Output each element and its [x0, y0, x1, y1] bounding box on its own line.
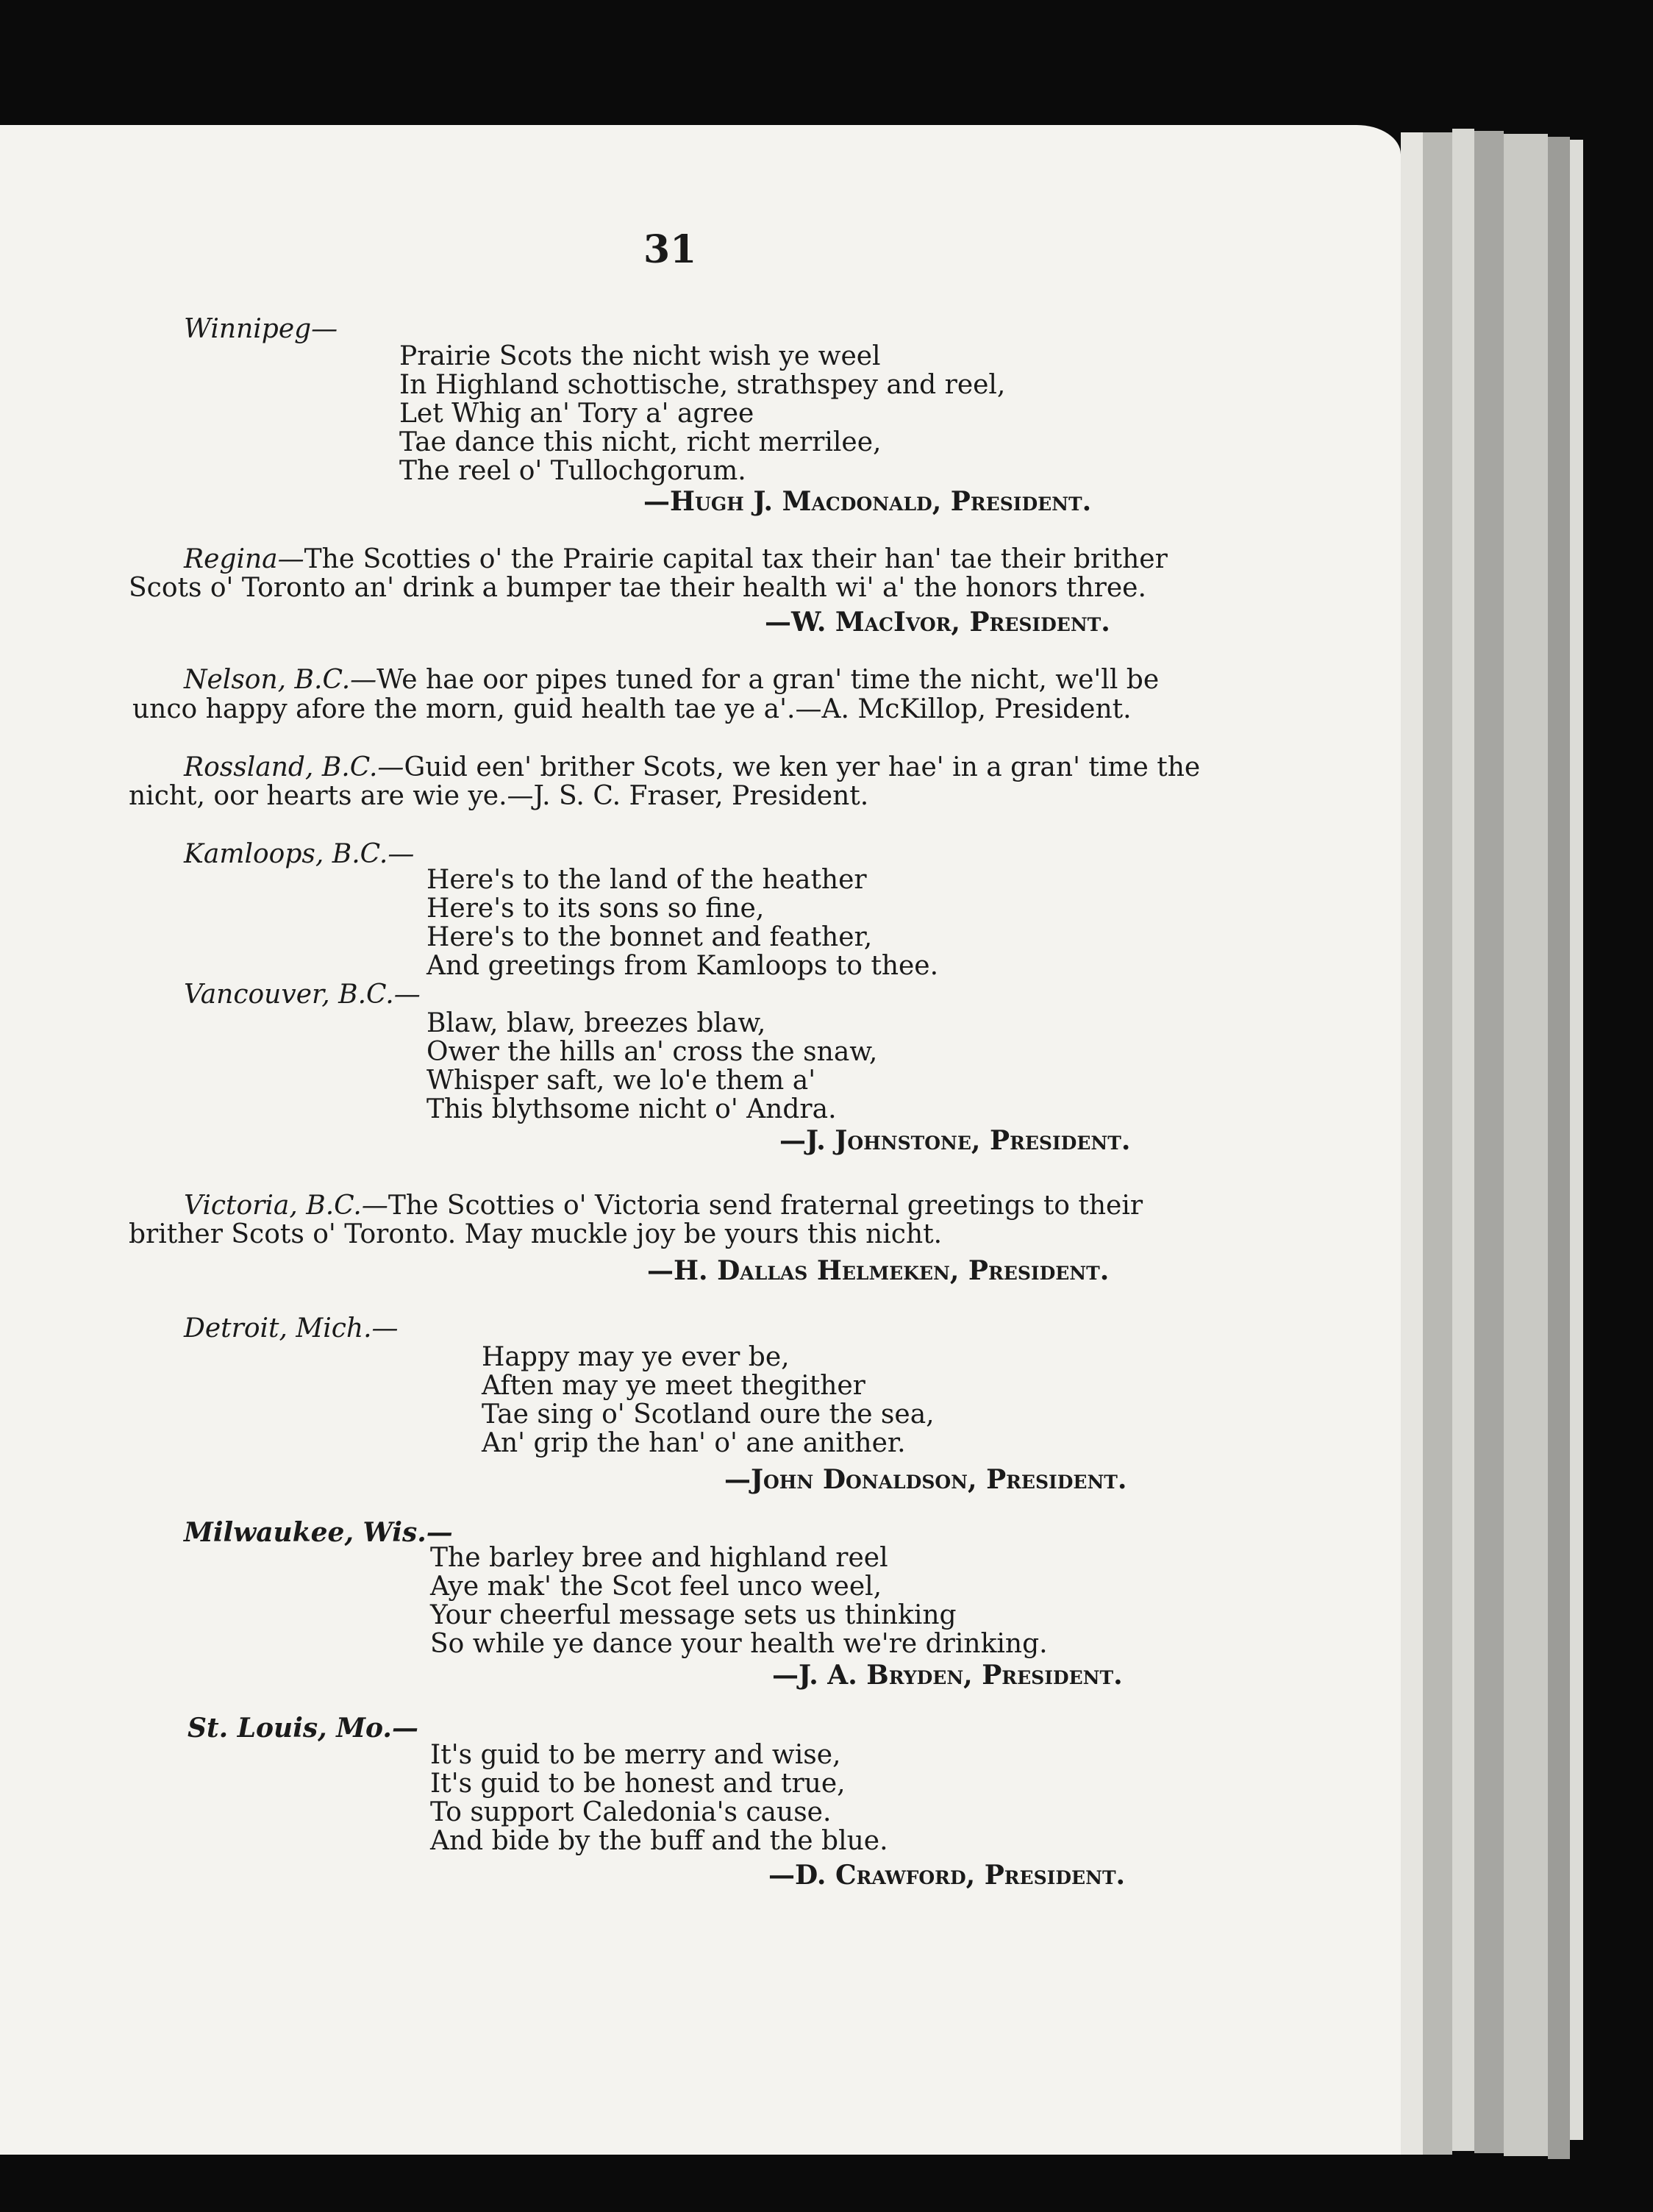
text-line: The Scotties o' the Prairie capital tax their han' tae their brither	[304, 544, 1168, 574]
place-detroit: Detroit, Mich.—	[184, 1313, 399, 1344]
page-edges	[1474, 131, 1504, 2153]
text-line: unco happy afore the morn, guid health tae ye a'.—A. McKillop, President.	[132, 694, 1132, 724]
place-victoria: Victoria, B.C.—	[184, 1191, 388, 1221]
verse-line: Here's to its sons so fine,	[426, 893, 765, 924]
verse-line: The barley bree and highland reel	[430, 1543, 888, 1573]
verse-line: Let Whig an' Tory a' agree	[399, 399, 754, 429]
signature: —D. Crawford, President.	[768, 1860, 1126, 1891]
verse-line: An' grip the han' o' ane anither.	[482, 1428, 906, 1458]
place-regina: Regina—	[184, 544, 304, 574]
paragraph-regina	[184, 545, 1168, 574]
text-line: nicht, oor hearts are wie ye.—J. S. C. Fraser, President.	[129, 781, 869, 811]
text-line: Guid een' brither Scots, we ken yer hae' in a gran' time the	[404, 752, 1201, 782]
place-rossland: Rossland, B.C.—	[184, 752, 404, 782]
verse-line: This blythsome nicht o' Andra.	[426, 1094, 837, 1124]
text-line: Scots o' Toronto an' drink a bumper tae their health wi' a' the honors three.	[129, 573, 1146, 603]
signature: —J. A. Bryden, President.	[772, 1660, 1123, 1691]
verse-line: To support Caledonia's cause.	[430, 1797, 832, 1827]
verse-line: Aye mak' the Scot feel unco weel,	[430, 1571, 882, 1602]
verse-line: The reel o' Tullochgorum.	[399, 456, 746, 486]
paragraph-rossland	[184, 753, 1200, 782]
place-st-louis: St. Louis, Mo.—	[188, 1713, 418, 1744]
verse-line: Here's to the bonnet and feather,	[426, 922, 873, 952]
page-edges	[1504, 134, 1548, 2156]
verse-line: And greetings from Kamloops to thee.	[426, 951, 939, 981]
signature: —W. MacIvor, President.	[765, 607, 1110, 638]
verse-line: Prairie Scots the nicht wish ye weel	[399, 341, 881, 371]
page-number: 31	[643, 227, 697, 272]
page-edges	[1401, 132, 1423, 2155]
page-edges	[1570, 140, 1583, 2140]
verse-line: In Highland schottische, strathspey and reel,	[399, 370, 1006, 400]
page-edges	[1452, 129, 1474, 2151]
verse-line: It's guid to be merry and wise,	[430, 1740, 841, 1770]
signature: —J. Johnstone, President.	[779, 1125, 1131, 1156]
verse-line: Happy may ye ever be,	[482, 1342, 790, 1372]
verse-line: Tae sing o' Scotland oure the sea,	[482, 1399, 935, 1430]
paragraph-nelson	[184, 666, 1159, 695]
place-vancouver: Vancouver, B.C.—	[184, 980, 421, 1010]
verse-line: So while ye dance your health we're drinking.	[430, 1629, 1048, 1659]
page-edges	[1548, 137, 1570, 2159]
verse-line: Here's to the land of the heather	[426, 865, 867, 895]
signature: —H. Dallas Helmeken, President.	[647, 1255, 1110, 1286]
verse-line: It's guid to be honest and true,	[430, 1769, 846, 1799]
page-edges	[1423, 132, 1452, 2155]
paragraph-victoria	[184, 1191, 1143, 1221]
signature: —John Donaldson, President.	[724, 1464, 1127, 1495]
verse-line: And bide by the buff and the blue.	[430, 1826, 888, 1856]
text-line: We hae oor pipes tuned for a gran' time the nicht, we'll be	[376, 665, 1160, 695]
verse-line: Your cheerful message sets us thinking	[430, 1600, 957, 1630]
place-winnipeg: Winnipeg—	[184, 314, 338, 344]
verse-line: Tae dance this nicht, richt merrilee,	[399, 427, 882, 457]
text-line: The Scotties o' Victoria send fraternal greetings to their	[388, 1191, 1143, 1221]
verse-line: Ower the hills an' cross the snaw,	[426, 1037, 878, 1067]
verse-line: Aften may ye meet thegither	[482, 1371, 865, 1401]
text-line: brither Scots o' Toronto. May muckle joy be yours this nicht.	[129, 1219, 943, 1249]
place-milwaukee: Milwaukee, Wis.—	[184, 1517, 453, 1548]
signature: —Hugh J. Macdonald, President.	[643, 486, 1092, 517]
place-kamloops: Kamloops, B.C.—	[184, 839, 415, 869]
place-nelson: Nelson, B.C.—	[184, 665, 377, 695]
verse-line: Blaw, blaw, breezes blaw,	[426, 1008, 766, 1038]
verse-line: Whisper saft, we lo'e them a'	[426, 1066, 816, 1096]
